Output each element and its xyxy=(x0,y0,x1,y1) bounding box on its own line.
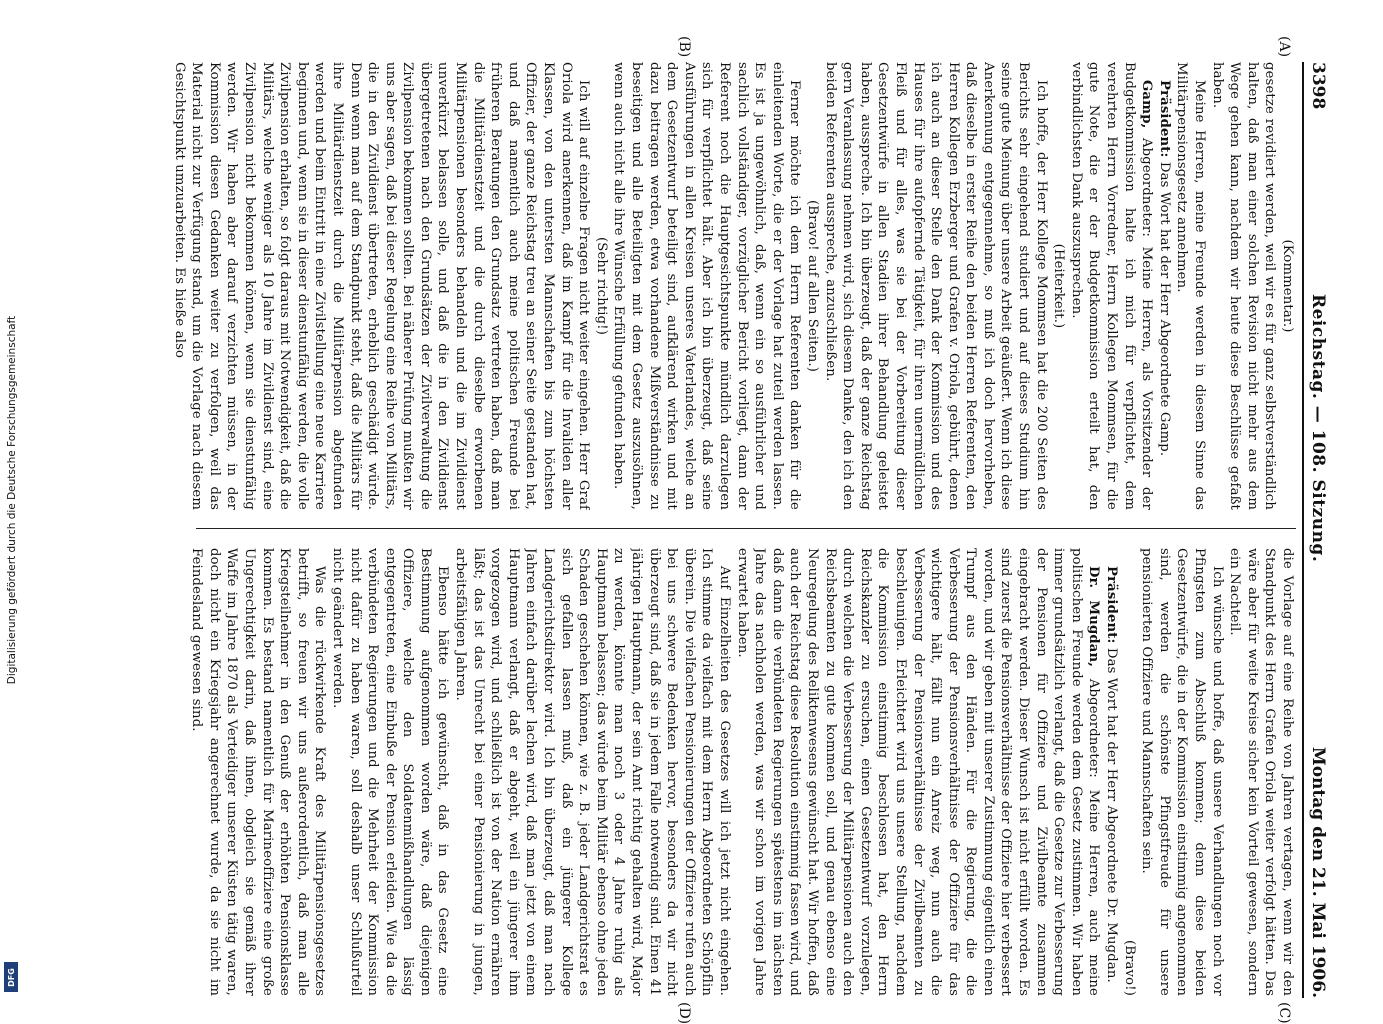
page-date: Montag den 21. Mai 1906. xyxy=(1308,746,1328,998)
reaction: (Bravo! auf allen Seiten.) xyxy=(804,200,820,372)
margin-letter-c: (C) xyxy=(1276,1002,1292,1024)
margin-letter-a: (A) xyxy=(1276,36,1292,58)
paragraph-text: Das Wort hat der Herr Abgeordnete Gamp. xyxy=(1156,161,1172,457)
page-rotated xyxy=(62,36,1332,1024)
paragraph: die Vorlage auf eine Reihe von Jahren vertagen, wenn wir den Standpunkt des Herrn Grafen Oriola weiter verfolgt hätten. Das wäre aber für weite Kreise sicher kein Vorteil gewesen, sondern ein Nachteil. xyxy=(1227,548,1295,996)
page-number: 3398 xyxy=(1308,62,1328,110)
paragraph-text: Das Wort hat der Herr Abgeordnete Dr. Mugdan. xyxy=(1104,647,1120,983)
paragraph xyxy=(733,548,1102,996)
dfg-logo xyxy=(4,962,18,992)
reaction: (Bravo!) xyxy=(1121,939,1137,996)
paragraph xyxy=(1067,62,1155,510)
paragraph: Ferner möchte ich dem Herrn Referenten danken für die einleitenden Worte, die er der Vorlage hat zuteil werden lassen. Es ist ja ungewöhnlich, daß, wenn ein so ausführlicher und sachlich vollständiger, vorzüglicher Bericht vorliegt, dann der Referent noch die Hauptgesichtspunkte mündlich darzulegen sich für verpflichtet hält. Aber ich bin überzeugt, daß seine Ausführungen in allen Kreisen unseres Vaterlandes, welche an dem Gesetzentwurf beteiligt sind, aufklärend wirken und mit dazu beitragen werden, etwa vorhandene Mißverständnisse zu beseitigen und alle Beteiligten mit dem Gesetz auszusöhnen, wenn auch nicht alle ihre Wünsche Erfüllung gefunden haben. xyxy=(611,62,803,510)
paragraph: Ich wünsche und hoffe, daß unsere Verhandlungen noch vor Pfingsten zum Abschluß kommen; denn diese beiden Gesetzentwürfe, die in der Kommission einstimmig angenommen sind, werden die schönste Pfingstfreude für unsere pensionierten Offiziere und Mannschaften sein. xyxy=(1139,548,1225,996)
reaction: (Heiterkeit.) xyxy=(1051,243,1067,329)
funding-note-strip xyxy=(0,0,24,1000)
left-column xyxy=(66,62,1296,510)
header-rule xyxy=(1302,62,1304,998)
speaker-name: Gamp, xyxy=(1139,80,1155,129)
paragraph: Ebenso hätte ich gewünscht, daß in das Gesetz eine Bestimmung aufgenommen worden wäre, daß diejenigen Offiziere, welche den Soldatenmißhandlungen lässig entgegentreten, eine Einbuße der Pension erleiden. Wie da die verbündeten Regierungen und die Mehrheit der Kommission nicht dafür zu haben waren, soll deshalb unser Schlußurteil nicht geändert werden. xyxy=(329,548,451,996)
page-header xyxy=(1308,62,1332,998)
funding-note: Digitalisierung gefördert durch die Deutsche Forschungsgemeinschaft xyxy=(6,315,18,685)
paragraph xyxy=(1155,62,1173,510)
speaker-name: Präsident: xyxy=(1104,566,1120,644)
right-column xyxy=(66,548,1296,996)
paragraph xyxy=(1102,548,1120,996)
paragraph: Ich hoffe, der Herr Kollege Mommsen hat die 200 Seiten des Berichts sehr eingehend studiert und auf dieses Studium hin seine gute Meinung über unsere Arbeit geäußert. Wenn ich diese Anerkennung entgegennehme, so muß ich doch hervorheben, daß dieselbe in erster Reihe den beiden Herren Referenten, den Herren Kollegen Erzberger und Grafen v. Oriola, gebührt, denen ich auch an dieser Stelle den Dank der Kommission und des Hauses für ihre aufopfernde Tätigkeit, für ihren unermüdlichen Fleiß und für alles, was sie bei der Vorbereitung dieser Gesetzentwürfe in allen Stadien ihrer Behandlung geleistet haben, ausspreche. Ich bin überzeugt, daß der ganze Reichstag gern Veranlassung nehmen wird, sich diesem Danke, den ich den beiden Referenten ausspreche, anzuschließen. xyxy=(822,62,1049,510)
paragraph: Auf Einzelheiten des Gesetzes will ich jetzt nicht eingehen. Ich stimme da vielfach mit dem Herrn Abgeordneten Schöpflin überein. Die vielfachen Pensionierungen der Offiziere rufen auch bei uns schwere Bedenken hervor, besonders da wir nicht überzeugt sind, daß sie in jedem Falle notwendig sind. Einen 41 jährigen Hauptmann, der sein Amt richtig gehalten wird, Major zu werden, könnte man noch 3 oder 4 Jahre ruhig als Hauptmann belassen; das würde beim Militär ebenso ohne jeden Schaden geschehen können, wie z. B. jeder Landgerichtsrat es sich gefallen lassen muß, daß ein jüngerer Kollege Landgerichtsdirektor wird. Ich bin überzeugt, daß man nach Jahren einfach darüber lachen wird, daß man jetzt von einem Hauptmann verlangt, daß er abgeht, weil ein jüngerer ihm vorgezogen wird, und schließlich ist von der Nation ernähren läßt; das ist das Unrecht bei einer Pensionierung in jungen, arbeitsfähigen Jahren. xyxy=(453,548,732,996)
column-divider xyxy=(196,528,1296,529)
scanned-page xyxy=(62,36,1332,1024)
page-title: Reichstag. — 108. Sitzung. xyxy=(1308,293,1328,563)
speaker-name: Dr. Mugdan, xyxy=(1086,566,1102,667)
speaker-name: Präsident: xyxy=(1156,80,1172,158)
dfg-logo-text: DFG xyxy=(6,967,16,987)
speaker-tag: (Kommentar.) xyxy=(1280,239,1295,333)
reaction: (Sehr richtig!) xyxy=(593,236,609,336)
paragraph-text: Abgeordneter: Meine Herren, auch meine politischen Freunde werden dem Gesetz zustimmen. Wir haben immer grundsätzlich verlangt, daß die Gesetze zur Verbesserung der Pensionen für Offiziere und Zivilbeamte zusammen eingebracht werden. Dieser Wunsch ist nicht erfüllt worden. Es sind zuerst die Pensionsverhältnisse der Offiziere hier verbessert worden, und wir geben mit unserer Zustimmung eigentlich einen Trumpf aus den Händen. Für die Regierung, die die Verbesserung der Pensionsverhältnisse der Offiziere für das wichtigere hält, fällt nun ein Anreiz weg, nun auch die Verbesserung der Pensionsverhältnisse der Zivilbeamten zu beschleunigen. Erleichtert wird uns unsere Stellung, nachdem die Kommission einstimmig beschlossen hat, den Herrn Reichskanzler zu ersuchen, einen Gesetzentwurf vorzulegen, durch welchen die Verbesserung der Militärpensionen auch den Reichsbeamten zu gute kommen soll, und genau ebenso eine Neuregelung des Reliktenwesens gewünscht hat. Wir hoffen, daß auch der Reichstag diese Resolution einstimmig fassen wird, und daß dann die verbündeten Regierungen spätestens im nächsten Jahre das nachholen werden, was wir schon im vorigen Jahre erwartet haben. xyxy=(734,548,1102,996)
paragraph: Ich will auf einzelne Fragen nicht weiter eingehen. Herr Graf Oriola wird anerkennen, daß im Kampf für die Invaliden aller Klassen, von den untersten Mannschaften bis zum höchsten Offizier, der ganze Reichstag treu an seiner Seite gestanden hat, und daß namentlich auch meine politischen Freunde bei früheren Beratungen den Grundsatz vertreten haben, daß man die Militärdienstzeit und die durch dieselbe erworbenen Militärpensionen besonders behandeln und die im Zivildienst unverkürzt belassen solle, und daß die in den Zivildienst übergetretenen nach den Grundsätzen der Zivilverwaltung die Zivilpension bekommen sollten. Bei näherer Prüfung mußten wir uns aber sagen, daß bei dieser Regelung eine Reihe von Militärs, die in den Zivildienst übertreten, erheblich geschädigt würde. Denn wenn man auf dem Standpunkt steht, daß die Militärs für ihre Militärdienstzeit durch die Militärpension abgefunden werden und beim Eintritt in eine Zivilstellung eine neue Karriere beginnen und, wenn sie in dieser dienstunfähig werden, die volle Zivilpension erhalten, so folgt daraus mit Notwendigkeit, daß die Militärs, welche weniger als 10 Jahre im Zivildienst sind, eine Zivilpension nicht bekommen können, wenn sie dienstunfähig werden. Wir haben aber darauf verzichten müssen, in der Kommission diesen Gedanken weiter zu verfolgen, weil das Material nicht zur Verfügung stand, um die Vorlage nach diesem Gesichtspunkt umzuarbeiten. Es hieße also xyxy=(171,62,592,510)
paragraph: Was die rückwirkende Kraft des Militärpensionsgesetzes betrifft, so freuen wir uns außerordentlich, daß man alle Kriegsteilnehmer in den Genuß der erhöhten Pensionsklasse kommen. Es bestand namentlich für Marineoffiziere eine große Ungerechtigkeit darin, daß ihnen, obgleich sie gemäß ihrer Waffe im Jahre 1870 als Verteidiger unserer Küsten tätig waren, doch nicht ein Kriegsjahr angerechnet wurde, da sie nicht im Feindesland gewesen sind. xyxy=(189,548,328,996)
paragraph: gesetze revidiert werden, weil wir es für ganz selbstverständlich halten, daß man einer solchen Revision nicht mehr aus dem Wege gehen kann, nachdem wir heute diese Beschlüsse gefaßt haben. xyxy=(1209,62,1278,510)
margin-letter-d: (D) xyxy=(676,1002,692,1024)
paragraph: Meine Herren, meine Freunde werden in diesem Sinne das Militärpensionsgesetz annehmen. xyxy=(1174,62,1208,510)
paragraph-text: Abgeordneter: Meine Herren, als Vorsitzender der Budgetkommission halte ich mich für verpflichtet, dem verehrten Herrn Vorredner, Herrn Kollegen Mommsen, für die gute Note, die er der Budgetkommission erteilt hat, den verbindlichsten Dank auszusprechen. xyxy=(1068,62,1155,510)
margin-letter-b: (B) xyxy=(676,36,692,58)
